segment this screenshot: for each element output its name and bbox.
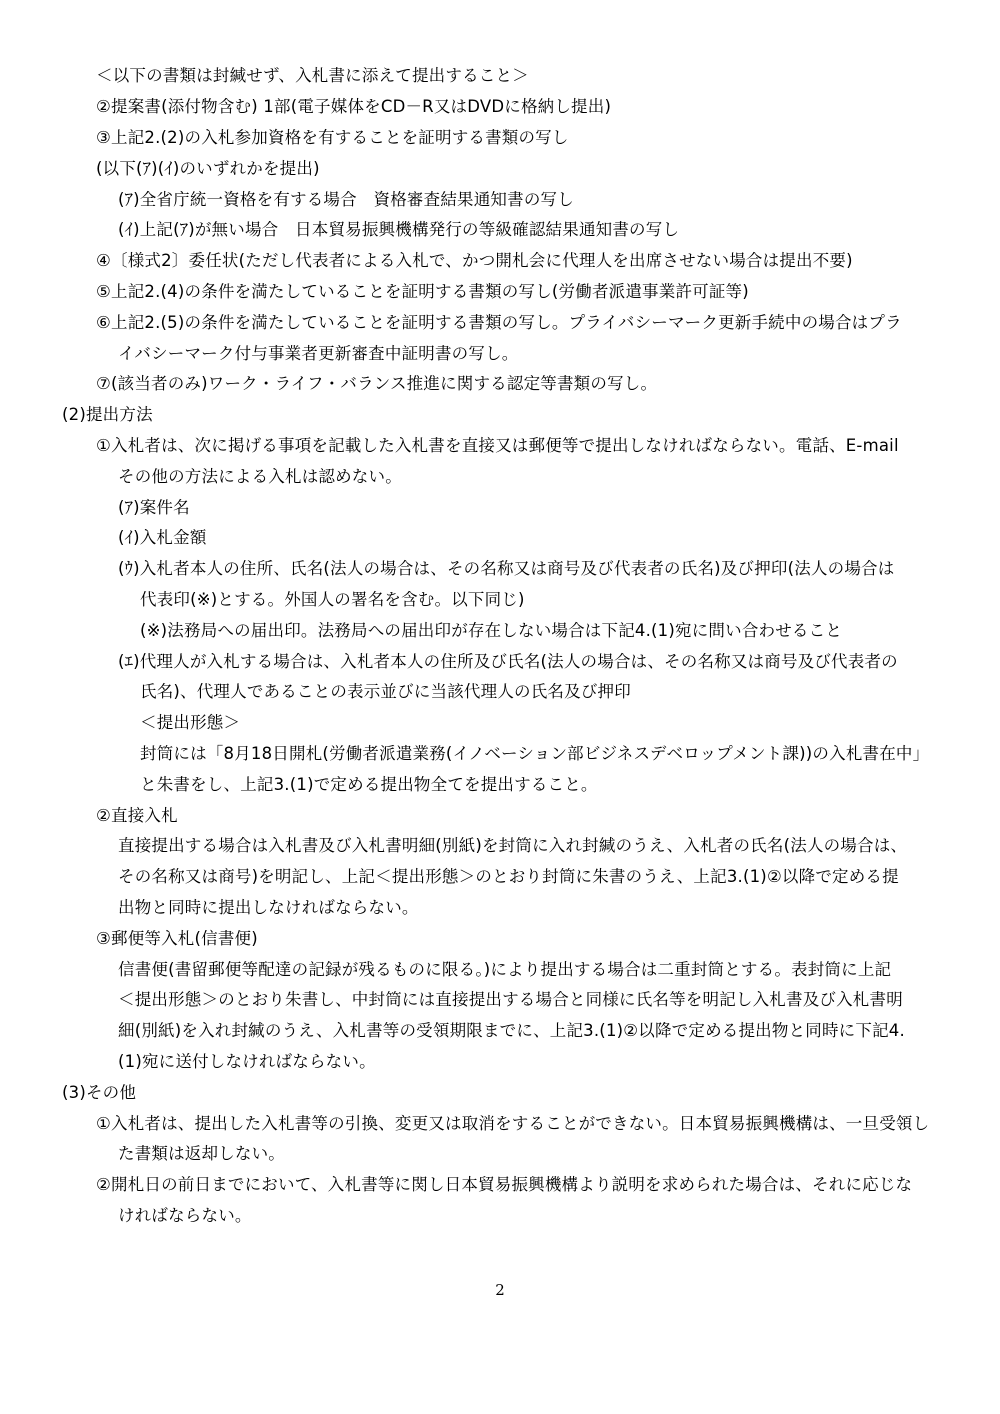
text-line: イバシーマーク付与事業者更新審査中証明書の写し。 [118, 344, 519, 363]
text-line: (ｲ)入札金額 [118, 528, 207, 547]
text-line: (ｱ)全省庁統一資格を有する場合 資格審査結果通知書の写し [118, 190, 574, 209]
text-line: ⑦(該当者のみ)ワーク・ライフ・バランス推進に関する認定等書類の写し。 [96, 374, 658, 393]
text-line: 細(別紙)を入れ封緘のうえ、入札書等の受領期限までに、上記3.(1)②以降で定める提出物と同時に下記4. [118, 1021, 905, 1040]
text-line: ①入札者は、提出した入札書等の引換、変更又は取消をすることができない。日本貿易振興機構は、一旦受領し [96, 1114, 930, 1133]
text-line: (ｲ)上記(ｱ)が無い場合 日本貿易振興機構発行の等級確認結果通知書の写し [118, 220, 680, 239]
page-number: 2 [495, 1281, 505, 1299]
text-line: ければならない。 [118, 1206, 252, 1225]
text-line: ＜提出形態＞ [140, 713, 241, 732]
text-line: (ｳ)入札者本人の住所、氏名(法人の場合は、その名称又は商号及び代表者の氏名)及び押印(法人の場合は [118, 559, 895, 578]
text-line: (ｱ)案件名 [118, 498, 190, 517]
text-line: ②開札日の前日までにおいて、入札書等に関し日本貿易振興機構より説明を求められた場合は、それに応じな [96, 1175, 913, 1194]
text-line: (ｴ)代理人が入札する場合は、入札者本人の住所及び氏名(法人の場合は、その名称又は商号及び代表者の [118, 652, 898, 671]
text-line: (以下(ｱ)(ｲ)のいずれかを提出) [96, 159, 320, 178]
text-line: ①入札者は、次に掲げる事項を記載した入札書を直接又は郵便等で提出しなければならない。電話、E-mail [96, 436, 899, 455]
text-line: (1)宛に送付しなければならない。 [118, 1052, 376, 1071]
text-line: と朱書をし、上記3.(1)で定める提出物全てを提出すること。 [140, 775, 598, 794]
text-line: ＜以下の書類は封緘せず、入札書に添えて提出すること＞ [96, 66, 529, 85]
text-line: 封筒には「8月18日開札(労働者派遣業務(イノベーション部ビジネスデベロップメント課))の入札書在中」 [140, 744, 930, 763]
text-line: その他の方法による入札は認めない。 [118, 467, 402, 486]
text-line: ②提案書(添付物含む) 1部(電子媒体をCD－R又はDVDに格納し提出) [96, 97, 612, 116]
text-line: 信書便(書留郵便等配達の記録が残るものに限る。)により提出する場合は二重封筒とする。表封筒に上記 [118, 960, 892, 979]
text-line: ③郵便等入札(信書便) [96, 929, 258, 948]
text-line: (※)法務局への届出印。法務局への届出印が存在しない場合は下記4.(1)宛に問い合わせること [140, 621, 843, 640]
text-line: ⑤上記2.(4)の条件を満たしていることを証明する書類の写し(労働者派遣事業許可証等) [96, 282, 749, 301]
text-line: ⑥上記2.(5)の条件を満たしていることを証明する書類の写し。プライバシーマーク更新手続中の場合はプラ [96, 313, 902, 332]
section-heading: (2)提出方法 [62, 405, 153, 424]
section-heading: (3)その他 [62, 1083, 137, 1102]
text-line: ③上記2.(2)の入札参加資格を有することを証明する書類の写し [96, 128, 569, 147]
text-line: ④〔様式2〕委任状(ただし代表者による入札で、かつ開札会に代理人を出席させない場合は提出不要) [96, 251, 853, 270]
text-line: ＜提出形態＞のとおり朱書し、中封筒には直接提出する場合と同様に氏名等を明記し入札書及び入札書明 [118, 990, 903, 1009]
text-line: 出物と同時に提出しなければならない。 [118, 898, 419, 917]
text-line: 直接提出する場合は入札書及び入札書明細(別紙)を封筒に入れ封緘のうえ、入札者の氏名(法人の場合は、 [118, 836, 908, 855]
text-line: ②直接入札 [96, 806, 178, 825]
text-line: 氏名)、代理人であることの表示並びに当該代理人の氏名及び押印 [140, 682, 631, 701]
text-line: その名称又は商号)を明記し、上記＜提出形態＞のとおり封筒に朱書のうえ、上記3.(1)②以降で定める提 [118, 867, 899, 886]
text-line: 代表印(※)とする。外国人の署名を含む。以下同じ) [140, 590, 525, 609]
text-line: た書類は返却しない。 [118, 1144, 285, 1163]
